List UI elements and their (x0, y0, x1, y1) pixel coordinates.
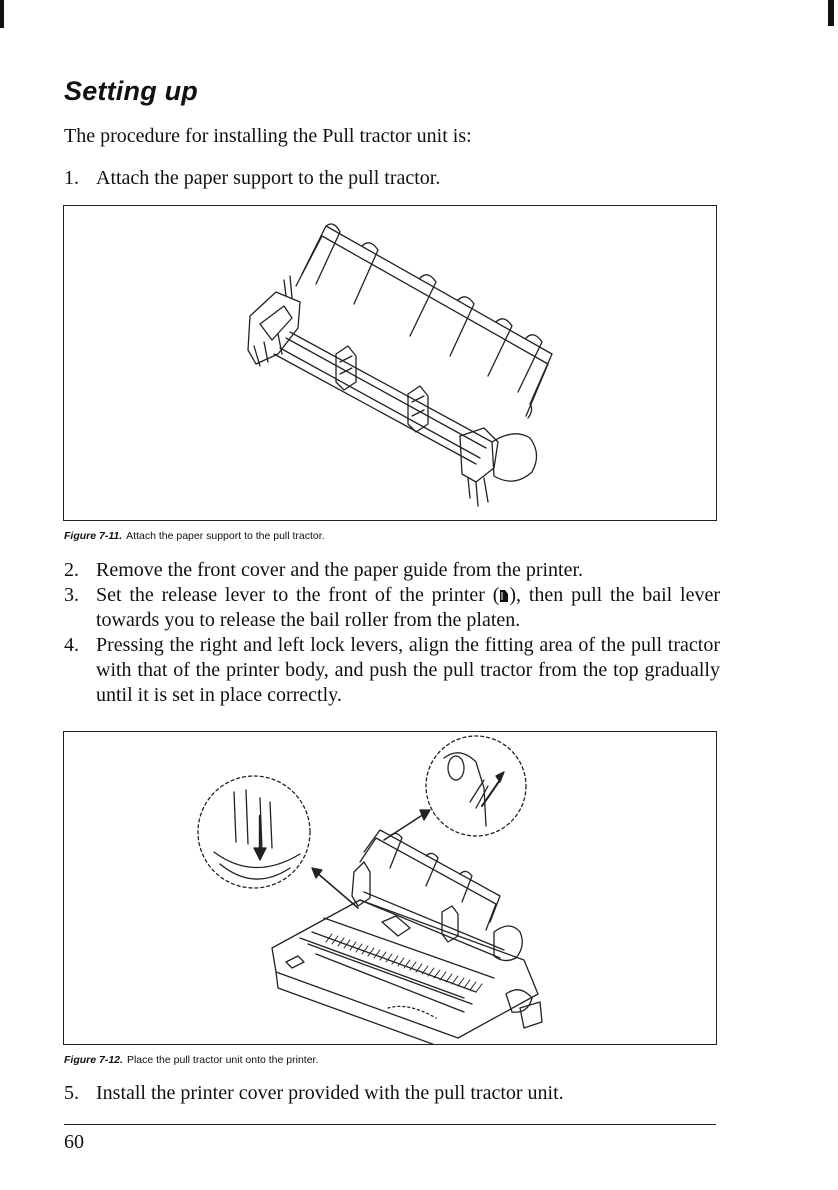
pointer-arrows (312, 810, 430, 908)
step-text (96, 583, 720, 633)
step-text: Install the printer cover provided with the pull tractor unit. (96, 1082, 564, 1104)
lock-lever-detail-inset (198, 776, 310, 888)
step-text: Attach the paper support to the pull tractor. (96, 167, 441, 189)
intro-paragraph: The procedure for installing the Pull tractor unit is: (64, 125, 472, 147)
step-3 (64, 583, 720, 633)
left-tractor-unit (248, 276, 300, 366)
step-1 (64, 166, 720, 191)
section-title: Setting up (64, 76, 198, 106)
step-number: 2. (64, 559, 79, 581)
platen-hatching (326, 934, 482, 992)
step-number: 1. (64, 167, 79, 189)
pull-tractor-paper-support-illustration (64, 206, 716, 520)
paper-support-wire (296, 224, 552, 418)
tractor-shaft (274, 332, 492, 464)
step-number: 3. (64, 584, 79, 606)
pull-tractor-onto-printer-illustration (64, 732, 716, 1044)
pull-tractor-unit (352, 862, 522, 961)
scan-edge-mark-right (828, 0, 834, 26)
figure-caption-text: Attach the paper support to the pull tractor. (126, 530, 325, 542)
scan-edge-mark-left (0, 0, 4, 28)
release-lever-detail-inset (426, 736, 526, 836)
printer-body (272, 900, 542, 1044)
figure-label: Figure 7-11. (64, 530, 123, 542)
figure-caption-text: Place the pull tractor unit onto the printer. (126, 1054, 319, 1066)
step-text-before-icon: Set the release lever to the front of the printer ( (96, 584, 500, 606)
figure-7-12-frame (63, 731, 717, 1045)
step-number: 5. (64, 1082, 79, 1104)
sprocket-units (336, 346, 428, 432)
step-5 (64, 1081, 720, 1106)
figure-7-11-frame (63, 205, 717, 521)
figure-7-12-caption (64, 1054, 318, 1066)
footer-rule (64, 1124, 716, 1125)
step-4 (64, 633, 720, 708)
figure-label: Figure 7-12. (64, 1054, 123, 1066)
step-text: Remove the front cover and the paper guide from the printer. (96, 559, 584, 581)
figure-7-11-caption (64, 530, 325, 542)
paper-support-wire (360, 830, 500, 930)
step-number: 4. (64, 634, 79, 656)
step-text-after-icon: ), then pull the bail lever towards you to release the bail roller from the platen. (96, 584, 720, 631)
step-text: Pressing the right and left lock levers, align the fitting area of the pull tractor with that of the printer body, and push the pull tractor from the top gradually until it is set in place correctly. (96, 634, 720, 706)
tractor-feed-icon (499, 588, 509, 603)
page-number: 60 (64, 1131, 84, 1153)
step-2 (64, 558, 720, 583)
